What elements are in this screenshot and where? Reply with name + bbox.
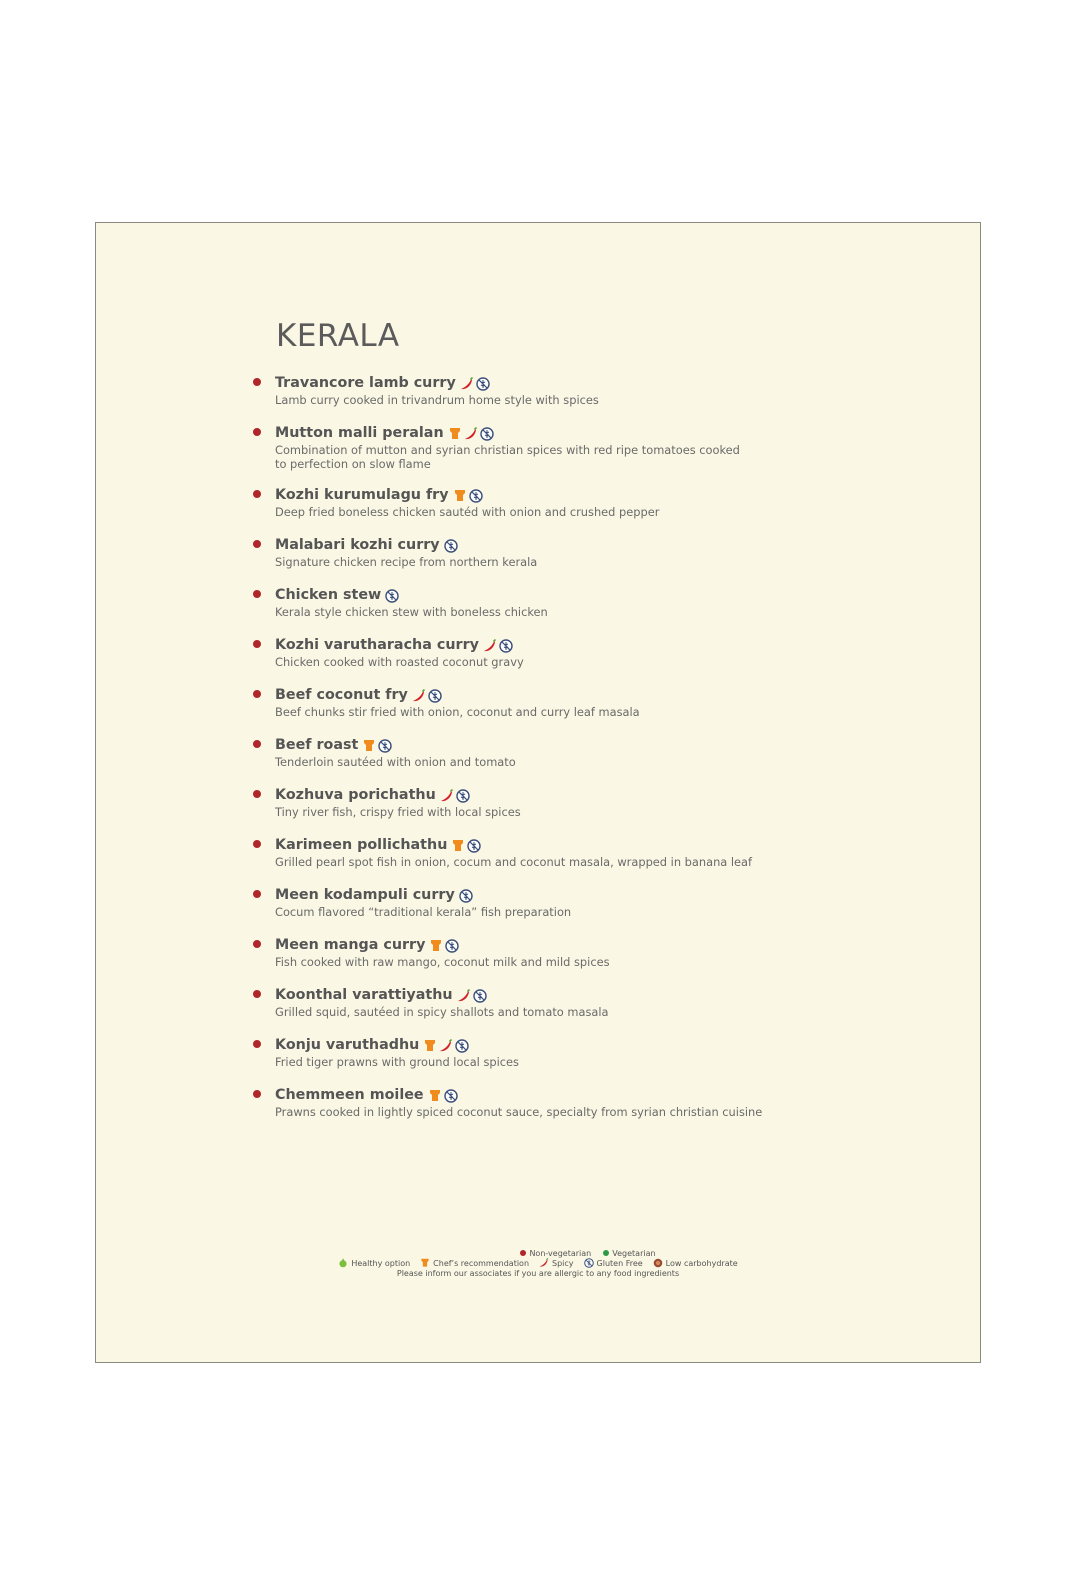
dish-name: Konju varuthadhu — [275, 1037, 420, 1053]
non-veg-dot-icon — [253, 378, 261, 386]
gluten-free-icon — [476, 376, 490, 390]
dish-name: Kozhi kurumulagu fry — [275, 487, 449, 503]
legend-chef — [420, 1258, 529, 1268]
chef-recommendation-icon — [429, 938, 443, 952]
spicy-icon — [457, 988, 471, 1002]
dish-name-row — [275, 935, 893, 955]
chef-recommendation-icon — [362, 738, 376, 752]
dish-name: Beef coconut fry — [275, 687, 408, 703]
dish-description: Kerala style chicken stew with boneless chicken — [275, 605, 548, 619]
dish-item — [253, 485, 893, 519]
legend-spicy-label: Spicy — [552, 1258, 574, 1268]
dish-description: Combination of mutton and syrian christian spices with red ripe tomatoes cooked — [275, 443, 740, 457]
gluten-free-icon — [444, 1088, 458, 1102]
non-veg-dot-icon — [520, 1250, 526, 1256]
legend-low-carb — [653, 1258, 738, 1268]
gluten-free-icon — [428, 688, 442, 702]
gluten-free-icon — [385, 588, 399, 602]
spicy-icon — [412, 688, 426, 702]
spicy-icon — [539, 1258, 549, 1268]
gluten-free-icon — [499, 638, 513, 652]
dish-item — [253, 835, 893, 869]
dish-description: Tenderloin sautéed with onion and tomato — [275, 755, 516, 769]
dish-name-row — [275, 685, 893, 705]
legend-gluten-free — [584, 1258, 643, 1268]
section-title: KERALA — [276, 318, 400, 354]
allergy-note: Please inform our associates if you are allergic to any food ingredients — [396, 1268, 680, 1278]
dish-icons — [448, 426, 494, 440]
dish-description: Fried tiger prawns with ground local spices — [275, 1055, 519, 1069]
dish-name-row — [275, 985, 893, 1005]
healthy-apple-icon — [338, 1258, 348, 1268]
chef-recommendation-icon — [423, 1038, 437, 1052]
dish-description: Fish cooked with raw mango, coconut milk and mild spices — [275, 955, 610, 969]
legend-chef-label: Chef’s recommendation — [433, 1258, 530, 1268]
dish-item — [253, 735, 893, 769]
legend-spicy — [539, 1258, 574, 1268]
dish-item — [253, 685, 893, 719]
gluten-free-icon — [480, 426, 494, 440]
dish-name: Meen manga curry — [275, 937, 426, 953]
gluten-free-icon — [456, 788, 470, 802]
gluten-free-icon — [445, 938, 459, 952]
legend-veg-label: Vegetarian — [612, 1248, 656, 1258]
dish-item — [253, 935, 893, 969]
dish-item — [253, 635, 893, 669]
dish-description: Cocum flavored “traditional kerala” fish preparation — [275, 905, 572, 919]
non-veg-dot-icon — [253, 740, 261, 748]
dish-name: Karimeen pollichathu — [275, 837, 448, 853]
dish-description: Deep fried boneless chicken sautéd with onion and crushed pepper — [275, 505, 660, 519]
spicy-icon — [483, 638, 497, 652]
dish-icons — [453, 488, 483, 502]
gluten-free-icon — [473, 988, 487, 1002]
legend-non-veg-label: Non-vegetarian — [529, 1248, 592, 1258]
dish-icons — [429, 938, 459, 952]
dish-name: Beef roast — [275, 737, 359, 753]
legend-gluten-free-label: Gluten Free — [596, 1258, 643, 1268]
dish-name-row — [275, 635, 893, 655]
legend-non-veg — [520, 1249, 591, 1258]
menu-card — [95, 222, 981, 1363]
dish-name-row — [275, 885, 893, 905]
non-veg-dot-icon — [253, 540, 261, 548]
gluten-free-icon — [459, 888, 473, 902]
spicy-icon — [440, 788, 454, 802]
legend-veg — [603, 1249, 655, 1258]
dish-name: Mutton malli peralan — [275, 425, 444, 441]
dish-description: Prawns cooked in lightly spiced coconut sauce, specialty from syrian christian cuisine — [275, 1105, 763, 1119]
spicy-icon — [439, 1038, 453, 1052]
dish-description: Grilled pearl spot fish in onion, cocum and coconut masala, wrapped in banana leaf — [275, 855, 753, 869]
chef-recommendation-icon — [451, 838, 465, 852]
chef-recommendation-icon — [420, 1258, 430, 1268]
non-veg-dot-icon — [253, 640, 261, 648]
dish-name: Chemmeen moilee — [275, 1087, 424, 1103]
legend — [96, 1248, 980, 1278]
dish-item — [253, 885, 893, 919]
legend-healthy-label: Healthy option — [351, 1258, 411, 1268]
dish-item — [253, 373, 893, 407]
dish-icons — [451, 838, 481, 852]
non-veg-dot-icon — [253, 990, 261, 998]
dish-item — [253, 785, 893, 819]
non-veg-dot-icon — [253, 690, 261, 698]
dish-name: Travancore lamb curry — [275, 375, 456, 391]
spicy-icon — [460, 376, 474, 390]
chef-recommendation-icon — [448, 426, 462, 440]
dish-list — [253, 373, 893, 1135]
non-veg-dot-icon — [253, 940, 261, 948]
dish-icons — [457, 988, 487, 1002]
dish-item — [253, 1085, 893, 1119]
dish-icons — [412, 688, 442, 702]
dish-item — [253, 423, 893, 471]
dish-name: Kozhuva porichathu — [275, 787, 436, 803]
dish-name-row — [275, 485, 893, 505]
dish-name-row — [275, 735, 893, 755]
veg-dot-icon — [603, 1250, 609, 1256]
dish-description: Beef chunks stir fried with onion, coconut and curry leaf masala — [275, 705, 640, 719]
gluten-free-icon — [469, 488, 483, 502]
non-veg-dot-icon — [253, 590, 261, 598]
dish-description: Signature chicken recipe from northern kerala — [275, 555, 538, 569]
dish-icons — [459, 888, 473, 902]
dish-icons — [385, 588, 399, 602]
dish-name-row — [275, 535, 893, 555]
gluten-free-icon — [467, 838, 481, 852]
dish-name-row — [275, 423, 893, 443]
chef-recommendation-icon — [428, 1088, 442, 1102]
dish-icons — [362, 738, 392, 752]
dish-item — [253, 585, 893, 619]
dish-name: Malabari kozhi curry — [275, 537, 440, 553]
dish-description: Chicken cooked with roasted coconut gravy — [275, 655, 524, 669]
dish-icons — [483, 638, 513, 652]
dish-icons — [460, 376, 490, 390]
dish-description: Grilled squid, sautéed in spicy shallots and tomato masala — [275, 1005, 609, 1019]
dish-name-row — [275, 373, 893, 393]
legend-healthy — [338, 1258, 410, 1268]
dish-name-row — [275, 785, 893, 805]
spicy-icon — [464, 426, 478, 440]
non-veg-dot-icon — [253, 790, 261, 798]
gluten-free-icon — [378, 738, 392, 752]
dish-name: Koonthal varattiyathu — [275, 987, 453, 1003]
dish-name-row — [275, 835, 893, 855]
dish-icons — [444, 538, 458, 552]
non-veg-dot-icon — [253, 1040, 261, 1048]
non-veg-dot-icon — [253, 490, 261, 498]
dish-description: Lamb curry cooked in trivandrum home style with spices — [275, 393, 599, 407]
dish-name: Meen kodampuli curry — [275, 887, 455, 903]
dish-name-row — [275, 585, 893, 605]
dish-icons — [423, 1038, 469, 1052]
dish-name: Chicken stew — [275, 587, 382, 603]
dish-name-row — [275, 1085, 893, 1105]
dish-description: to perfection on slow flame — [275, 457, 431, 471]
low-carb-icon — [653, 1258, 663, 1268]
gluten-free-icon — [455, 1038, 469, 1052]
non-veg-dot-icon — [253, 890, 261, 898]
dish-description: Tiny river fish, crispy fried with local spices — [275, 805, 521, 819]
chef-recommendation-icon — [453, 488, 467, 502]
non-veg-dot-icon — [253, 1090, 261, 1098]
dish-icons — [440, 788, 470, 802]
non-veg-dot-icon — [253, 428, 261, 436]
gluten-free-icon — [444, 538, 458, 552]
dish-name-row — [275, 1035, 893, 1055]
dish-icons — [428, 1088, 458, 1102]
dish-name: Kozhi varutharacha curry — [275, 637, 479, 653]
dish-item — [253, 1035, 893, 1069]
dish-item — [253, 535, 893, 569]
legend-low-carb-label: Low carbohydrate — [665, 1258, 738, 1268]
non-veg-dot-icon — [253, 840, 261, 848]
dish-item — [253, 985, 893, 1019]
gluten-free-icon — [584, 1258, 594, 1268]
